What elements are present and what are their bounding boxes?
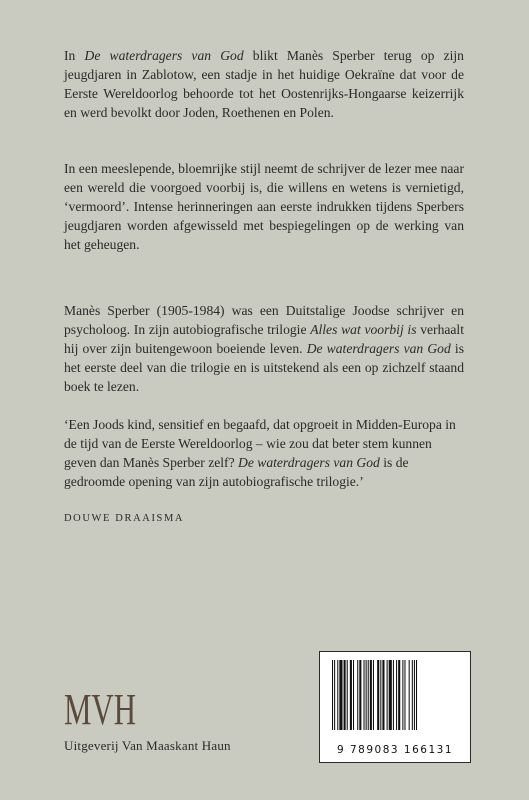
barcode-bar [368,660,369,730]
barcode-bar [409,660,410,730]
barcode-bar [412,660,413,730]
barcode-bar [373,660,374,730]
barcode-bar [332,660,333,730]
barcode-bar [337,660,338,730]
barcode-bar [389,660,392,730]
text-segment: ‘Een Joods kind, sensitief en begaafd, dat opgroeit in Midden-Europa in de tijd van de Eerste Wereldoorlog – wie zou dat beter stem kunnen geven dan Manès Sperber zelf? [64,417,456,470]
text-segment: In een meeslepende, bloemrijke stijl neemt de schrijver de lezer mee naar een wereld die voorgoed voorbij is, die willens en wetens is vernietigd, ‘vermoord’. Intense herinneringen aan eerste indrukken tijdens Sperbers jeugdjaren worden afgewisseld met bespiegelingen op de werking van het geheugen. [64,161,464,252]
blurb-paragraph-3 [64,301,464,396]
text-segment: is het eerste deel van die trilogie en is uitstekend als een op zichzelf staand boek te lezen. [64,341,464,394]
barcode-bar [393,660,394,730]
isbn-number: 9 789083 166131 [336,744,454,756]
publisher-name: Uitgeverij Van Maaskant Haun [64,738,231,753]
italic-title: De waterdragers van God [84,48,244,63]
barcode-bar [404,660,405,730]
barcode-bar [359,660,361,730]
barcode-bar [366,660,367,730]
italic-title: De waterdragers van God [306,341,451,356]
barcode-bar [396,660,397,730]
barcode-bar [347,660,348,730]
review-quote [64,415,464,491]
text-segment: Manès Sperber (1905-1984) was een Duitstalige Joodse schrijver en psycholoog. In zijn autobiografische trilogie [64,303,464,337]
text-segment: blikt Manès Sperber terug op zijn jeugdjaren in Zablotow, een stadje in het huidige Oekraïne dat voor de Eerste Wereldoorlog behoorde tot het Oostenrijks-Hongaarse keizerrijk en werd bevolkt door Joden, Roethenen en Polen. [64,48,464,120]
barcode-bars [330,660,460,730]
barcode-bar [344,660,346,730]
text-segment: is de gedroomde opening van zijn autobiografische trilogie.’ [64,455,409,489]
barcode-bar [414,660,415,730]
barcode-bar [370,660,372,730]
blurb-paragraph-2 [64,159,464,254]
text-segment: In [64,48,85,63]
isbn-barcode [319,651,471,763]
blurb-paragraph-1 [64,46,464,122]
barcode-bar [377,660,379,730]
text-segment: verhaalt hij over zijn buitengewoon boeiende leven. [64,322,464,356]
italic-title: Alles wat voorbij is [310,322,417,337]
barcode-bar [402,660,403,730]
barcode-bar [380,660,381,730]
publisher-logo-text: MVH [64,685,136,734]
barcode-bar [334,660,335,730]
barcode-bar [364,660,365,730]
publisher-logo [64,685,136,734]
barcode-bar [398,660,400,730]
barcode-bar [416,660,417,730]
barcode-bar [350,660,352,730]
barcode-bar [387,660,388,730]
italic-title: De waterdragers van God [238,455,380,470]
barcode-bar [353,660,354,730]
barcode-bar [339,660,342,730]
quote-attribution: DOUWE DRAAISMA [64,513,185,524]
barcode-bar [382,660,384,730]
barcode-bar [357,660,358,730]
